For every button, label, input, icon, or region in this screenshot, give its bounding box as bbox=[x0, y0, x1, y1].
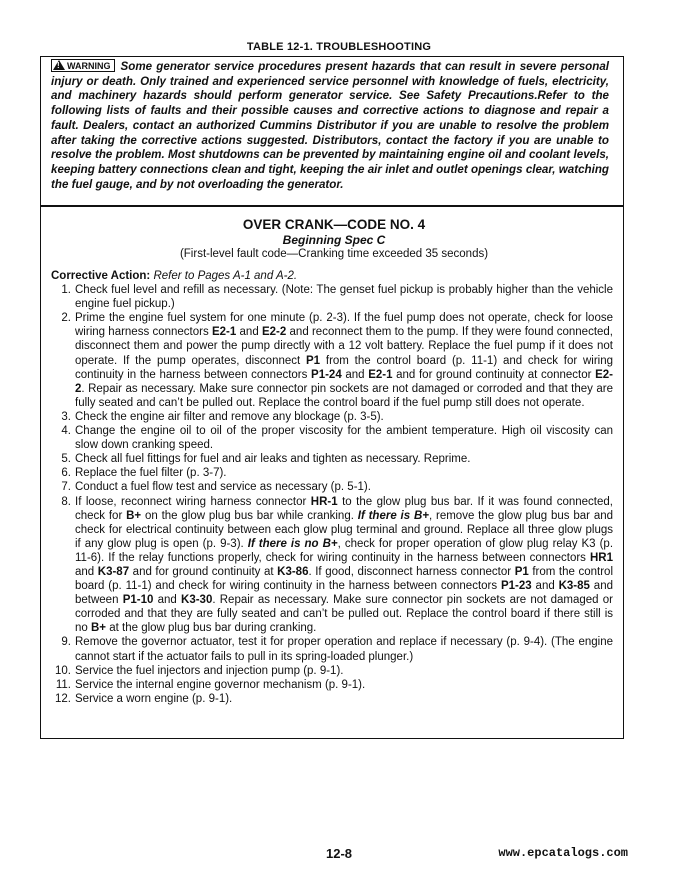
step-item bbox=[51, 480, 617, 494]
step-text: Service the fuel injectors and injection pump (p. 9-1). bbox=[75, 664, 344, 677]
step-item bbox=[51, 466, 617, 480]
step-item bbox=[51, 452, 617, 466]
step-text: Check the engine air filter and remove any blockage (p. 3-5). bbox=[75, 410, 384, 423]
warning-box bbox=[41, 57, 623, 207]
step-text: Replace the fuel filter (p. 3-7). bbox=[75, 467, 227, 480]
step-number: 6. bbox=[61, 467, 71, 480]
step-number: 9. bbox=[61, 636, 71, 649]
step-number: 1. bbox=[61, 284, 71, 297]
step-text: If loose, reconnect wiring harness connector HR-1 to the glow plug bus bar. If it was found connected, check for B+ on the glow plug bus bar while cranking. If there is B+, remove the glow plug bus bar and check for electrical continuity between each glow plug terminal and ground. Replace all three glow plugs if any glow plug is open (p. 9-3). If there is no B+, check for proper operation of glow plug relay K3 (p. 11-6). If the relay functions properly, check for wiring continuity in the harness between connectors HR1 and K3-87 and for ground continuity at K3-86. If good, disconnect harness connector P1 from the control board (p. 11-1) and check for wiring continuity in the harness between connectors P1-23 and K3-85 and between P1-10 and K3-30. Repair as necessary. Make sure connector pin sockets are not damaged or corroded and that they are fully seated and can’t be pulled out. Replace the control board if there still is no B+ at the glow plug bus bar during cranking. bbox=[75, 495, 614, 635]
step-item bbox=[51, 424, 617, 452]
step-number: 8. bbox=[61, 495, 71, 508]
corrective-label: Corrective Action: bbox=[51, 270, 151, 282]
warning-badge-label: WARNING bbox=[67, 61, 111, 71]
warning-triangle-icon: ! bbox=[53, 60, 65, 70]
step-number: 12. bbox=[55, 692, 71, 705]
corrective-ref: Refer to Pages A-1 and A-2. bbox=[153, 270, 298, 282]
step-text: Conduct a fuel flow test and service as necessary (p. 5-1). bbox=[75, 481, 371, 494]
step-number: 4. bbox=[61, 425, 71, 438]
corrective-steps bbox=[51, 283, 617, 706]
step-text: Check fuel level and refill as necessary. (Note: The genset fuel pickup is probably higher than the vehicle engine fuel pickup.) bbox=[75, 284, 613, 311]
step-item bbox=[51, 495, 617, 636]
step-number: 3. bbox=[61, 410, 71, 423]
page-number: 12-8 bbox=[325, 846, 353, 861]
step-text: Remove the governor actuator, test it for proper operation and replace if necessary (p. 9-4). (The engine cannot start if the actuator fails to pull in its spring-loaded plunger.) bbox=[75, 636, 613, 663]
fault-title: OVER CRANK—CODE NO. 4 bbox=[242, 217, 426, 232]
step-text: Change the engine oil to oil of the proper viscosity for the ambient temperature. High oil viscosity can slow down cranking speed. bbox=[75, 425, 613, 452]
step-number: 11. bbox=[55, 678, 71, 691]
step-text: Service a worn engine (p. 9-1). bbox=[75, 692, 233, 705]
troubleshooting-table bbox=[40, 56, 624, 739]
step-item bbox=[51, 692, 617, 706]
step-item bbox=[51, 283, 617, 311]
warning-text: Some generator service procedures present hazards that can result in severe personal injury or death. Only trained and experienced service personnel with knowledge of fuels, electricity, and machinery hazards should perform generator service. See Safety Precautions.Refer to the following lists of faults and their possible causes and corrective actions to diagnose and repair a fault. Dealers, contact an authorized Cummins Distributor if you are unable to resolve the problem after taking the corrective actions suggested. Distributors, contact the factory if you are unable to resolve the problem. Most shutdowns can be prevented by maintaining engine oil and coolant levels, keeping battery connections clean and tight, keeping the air inlet and outlet openings clear, watching the fuel gauge, and by not overloading the generator. bbox=[51, 60, 609, 191]
site-url: www.epcatalogs.com bbox=[498, 846, 628, 860]
step-number: 5. bbox=[61, 453, 71, 466]
step-text: Prime the engine fuel system for one minute (p. 2-3). If the fuel pump does not operate, check for loose wiring harness connectors E2-1 and E2-2 and reconnect them to the pump. If they were found connected, disconnect them and power the pump directly with a 12 volt battery. Replace the fuel pump if it does not operate. If the pump operates, disconnect P1 from the control board (p. 11-1) and check for wiring continuity in the harness between connectors P1-24 and E2-1 and for ground continuity at connector E2-2. Repair as necessary. Make sure connector pin sockets are not damaged or corroded and that they are fully seated and can’t be pulled out. Replace the control board if the fuel pump still does not operate. bbox=[75, 312, 614, 409]
step-number: 7. bbox=[61, 481, 71, 494]
step-text: Service the internal engine governor mechanism (p. 9-1). bbox=[75, 678, 366, 691]
corrective-action-line bbox=[51, 269, 617, 283]
fault-section bbox=[51, 213, 617, 706]
step-item bbox=[51, 311, 617, 410]
step-item bbox=[51, 635, 617, 663]
table-title: TABLE 12-1. TROUBLESHOOTING bbox=[246, 41, 432, 53]
step-item bbox=[51, 678, 617, 692]
step-number: 10. bbox=[55, 664, 71, 677]
step-text: Check all fuel fittings for fuel and air leaks and tighten as necessary. Reprime. bbox=[75, 453, 471, 466]
step-number: 2. bbox=[61, 312, 71, 325]
step-item bbox=[51, 410, 617, 424]
warning-badge bbox=[51, 59, 115, 72]
step-item bbox=[51, 664, 617, 678]
fault-subtitle: Beginning Spec C bbox=[282, 233, 386, 247]
fault-note: (First-level fault code—Cranking time exceeded 35 seconds) bbox=[179, 248, 489, 260]
